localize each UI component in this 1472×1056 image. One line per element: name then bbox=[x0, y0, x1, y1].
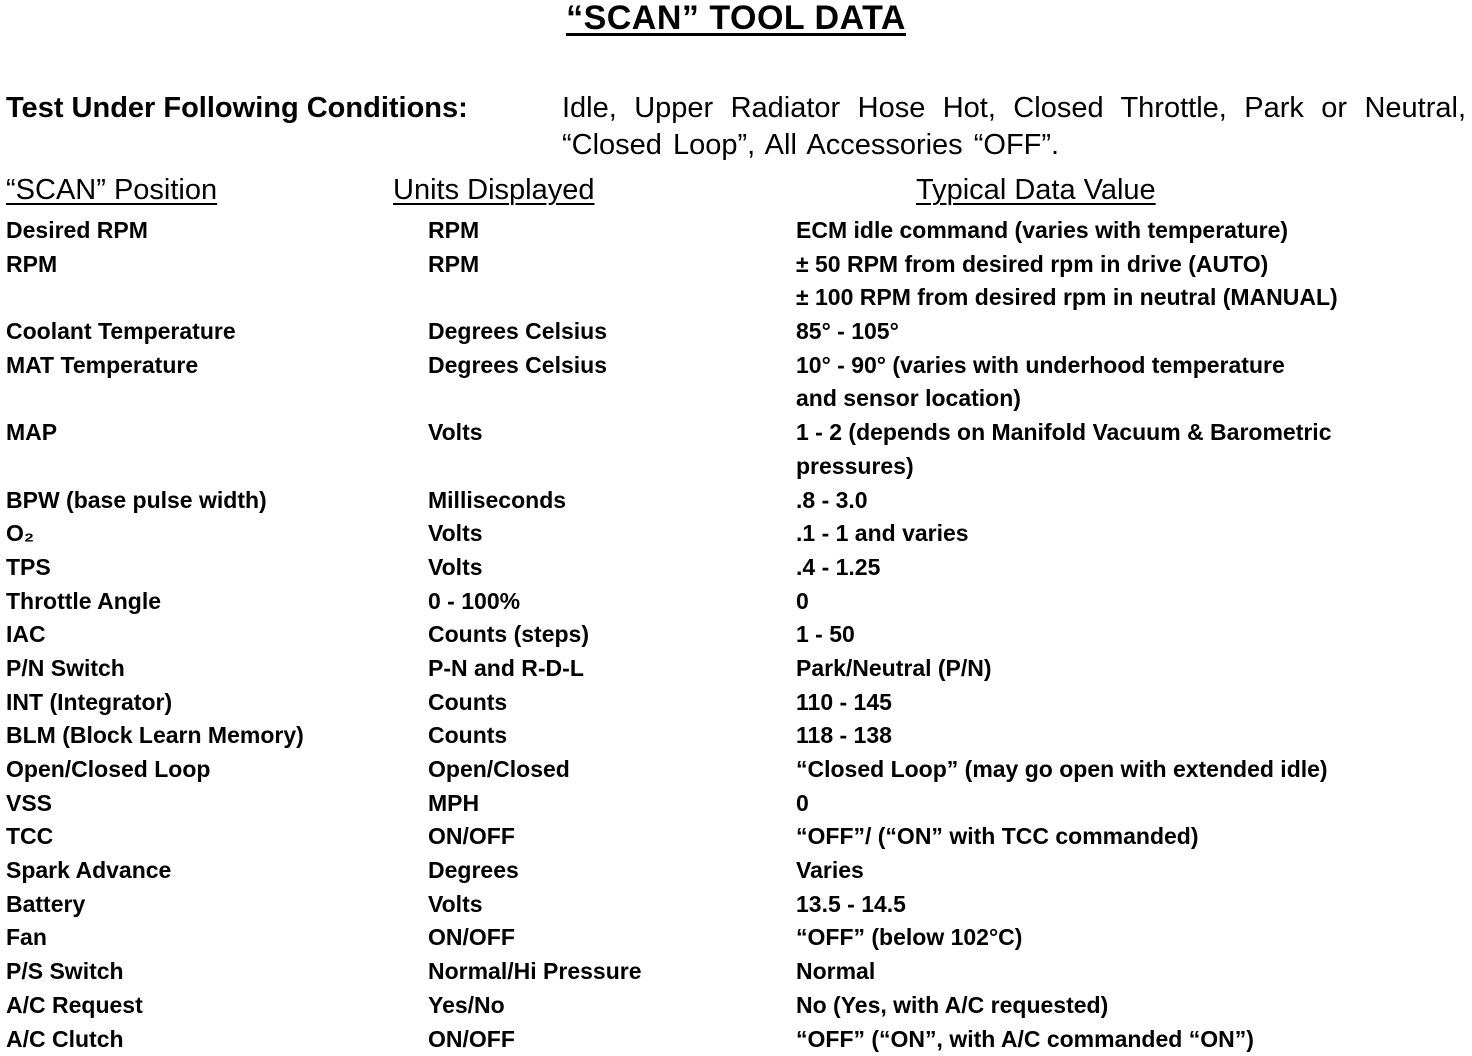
scan-position-cell: TCC bbox=[6, 823, 54, 850]
typical-data-value-cell bbox=[796, 888, 1468, 922]
units-displayed-cell: Counts (steps) bbox=[428, 621, 589, 648]
typical-data-value-line: 10° - 90° (varies with underhood temperature bbox=[796, 351, 1285, 378]
header-scan-position: “SCAN” Position bbox=[6, 174, 218, 206]
table-row bbox=[0, 484, 1472, 518]
typical-data-value-line: pressures) bbox=[796, 452, 914, 479]
typical-data-value-line: 118 - 138 bbox=[796, 722, 892, 749]
table-row bbox=[0, 517, 1472, 551]
typical-data-value-cell bbox=[796, 989, 1468, 1023]
table-row bbox=[0, 854, 1472, 888]
units-displayed-cell: 0 - 100% bbox=[428, 587, 521, 614]
test-conditions-label: Test Under Following Conditions: bbox=[6, 92, 468, 124]
typical-data-value-line: Varies bbox=[796, 857, 864, 884]
typical-data-value-cell bbox=[796, 349, 1468, 416]
typical-data-value-line: 85° - 105° bbox=[796, 318, 899, 345]
scan-position-cell: Fan bbox=[6, 924, 47, 951]
typical-data-value-cell bbox=[796, 248, 1468, 315]
header-units-displayed: Units Displayed bbox=[393, 174, 595, 206]
typical-data-value-line: ± 50 RPM from desired rpm in drive (AUTO) bbox=[796, 250, 1269, 277]
typical-data-value-line: 13.5 - 14.5 bbox=[796, 890, 906, 917]
typical-data-value-line: “Closed Loop” (may go open with extended idle) bbox=[796, 756, 1328, 783]
typical-data-value-line: .1 - 1 and varies bbox=[796, 520, 969, 547]
units-displayed-cell: ON/OFF bbox=[428, 1025, 515, 1052]
typical-data-value-cell bbox=[796, 820, 1468, 854]
scan-position-cell: A/C Clutch bbox=[6, 1025, 124, 1052]
typical-data-value-cell bbox=[796, 753, 1468, 787]
table-row bbox=[0, 551, 1472, 585]
table-row bbox=[0, 248, 1472, 315]
units-displayed-cell: Open/Closed bbox=[428, 756, 570, 783]
scan-position-cell: IAC bbox=[6, 621, 46, 648]
typical-data-value-line: Park/Neutral (P/N) bbox=[796, 654, 992, 681]
units-displayed-cell: Yes/No bbox=[428, 991, 505, 1018]
table-row bbox=[0, 585, 1472, 619]
scan-position-cell: O₂ bbox=[6, 520, 35, 547]
table-row bbox=[0, 888, 1472, 922]
scan-position-cell: INT (Integrator) bbox=[6, 688, 173, 715]
typical-data-value-cell bbox=[796, 652, 1468, 686]
typical-data-value-cell bbox=[796, 618, 1468, 652]
table-row bbox=[0, 315, 1472, 349]
table-row bbox=[0, 719, 1472, 753]
scan-position-cell: P/S Switch bbox=[6, 958, 124, 985]
units-displayed-cell: RPM bbox=[428, 250, 480, 277]
scan-position-cell: RPM bbox=[6, 250, 58, 277]
scan-position-cell: BPW (base pulse width) bbox=[6, 486, 267, 513]
scan-position-cell: Throttle Angle bbox=[6, 587, 162, 614]
typical-data-value-cell bbox=[796, 719, 1468, 753]
page-title-text: “SCAN” TOOL DATA bbox=[566, 0, 906, 37]
scan-position-cell: Spark Advance bbox=[6, 857, 172, 884]
scan-position-cell: Battery bbox=[6, 890, 86, 917]
typical-data-value-line: .4 - 1.25 bbox=[796, 553, 881, 580]
scan-position-cell: MAP bbox=[6, 419, 58, 446]
typical-data-value-line: “OFF”/ (“ON” with TCC commanded) bbox=[796, 823, 1199, 850]
table-row bbox=[0, 820, 1472, 854]
typical-data-value-line: Normal bbox=[796, 958, 876, 985]
typical-data-value-line: 110 - 145 bbox=[796, 688, 892, 715]
scan-position-cell: TPS bbox=[6, 553, 51, 580]
scan-data-table bbox=[0, 214, 1472, 1056]
scan-position-cell: P/N Switch bbox=[6, 654, 125, 681]
units-displayed-cell: Degrees Celsius bbox=[428, 318, 607, 345]
units-displayed-cell: Counts bbox=[428, 722, 508, 749]
typical-data-value-line: 0 bbox=[796, 789, 809, 816]
units-displayed-cell: ON/OFF bbox=[428, 823, 515, 850]
typical-data-value-line: .8 - 3.0 bbox=[796, 486, 868, 513]
typical-data-value-cell bbox=[796, 854, 1468, 888]
typical-data-value-line: “OFF” (below 102°C) bbox=[796, 924, 1023, 951]
typical-data-value-cell bbox=[796, 214, 1468, 248]
units-displayed-cell: Milliseconds bbox=[428, 486, 567, 513]
typical-data-value-cell bbox=[796, 585, 1468, 619]
table-row bbox=[0, 416, 1472, 483]
scan-position-cell: MAT Temperature bbox=[6, 351, 199, 378]
scan-position-cell: A/C Request bbox=[6, 991, 143, 1018]
typical-data-value-cell bbox=[796, 551, 1468, 585]
units-displayed-cell: Volts bbox=[428, 890, 483, 917]
units-displayed-cell: Degrees bbox=[428, 857, 519, 884]
units-displayed-cell: Normal/Hi Pressure bbox=[428, 958, 642, 985]
scan-position-cell: Open/Closed Loop bbox=[6, 756, 211, 783]
table-row bbox=[0, 652, 1472, 686]
units-displayed-cell: Volts bbox=[428, 520, 483, 547]
typical-data-value-cell bbox=[796, 686, 1468, 720]
typical-data-value-line: and sensor location) bbox=[796, 385, 1021, 412]
units-displayed-cell: MPH bbox=[428, 789, 480, 816]
typical-data-value-line: “OFF” (“ON”, with A/C commanded “ON”) bbox=[796, 1025, 1254, 1052]
typical-data-value-line: ± 100 RPM from desired rpm in neutral (MANUAL) bbox=[796, 284, 1338, 311]
scan-position-cell: Desired RPM bbox=[6, 217, 148, 243]
header-typical-data-value: Typical Data Value bbox=[916, 174, 1156, 206]
units-displayed-cell: Volts bbox=[428, 419, 483, 446]
typical-data-value-cell bbox=[796, 484, 1468, 518]
units-displayed-cell: Volts bbox=[428, 553, 483, 580]
typical-data-value-line: No (Yes, with A/C requested) bbox=[796, 991, 1109, 1018]
typical-data-value-line: 1 - 2 (depends on Manifold Vacuum & Barometric bbox=[796, 419, 1332, 446]
typical-data-value-cell bbox=[796, 1023, 1468, 1056]
typical-data-value-cell bbox=[796, 315, 1468, 349]
typical-data-value-cell bbox=[796, 517, 1468, 551]
table-row bbox=[0, 753, 1472, 787]
typical-data-value-cell bbox=[796, 921, 1468, 955]
scan-position-cell: Coolant Temperature bbox=[6, 318, 236, 345]
table-row bbox=[0, 1023, 1472, 1056]
test-conditions-text: Idle, Upper Radiator Hose Hot, Closed Throttle, Park or Neutral, “Closed Loop”, All Accessories “OFF”. bbox=[562, 92, 1466, 161]
table-row bbox=[0, 686, 1472, 720]
table-row bbox=[0, 787, 1472, 821]
table-row bbox=[0, 921, 1472, 955]
units-displayed-cell: Counts bbox=[428, 688, 508, 715]
table-row bbox=[0, 349, 1472, 416]
typical-data-value-line: 0 bbox=[796, 587, 809, 614]
table-row bbox=[0, 989, 1472, 1023]
page-title bbox=[0, 0, 1472, 38]
table-row bbox=[0, 955, 1472, 989]
typical-data-value-cell bbox=[796, 416, 1468, 483]
typical-data-value-cell bbox=[796, 955, 1468, 989]
units-displayed-cell: ON/OFF bbox=[428, 924, 515, 951]
units-displayed-cell: P-N and R-D-L bbox=[428, 654, 584, 681]
scan-position-cell: BLM (Block Learn Memory) bbox=[6, 722, 304, 749]
typical-data-value-cell bbox=[796, 787, 1468, 821]
table-row bbox=[0, 214, 1472, 248]
units-displayed-cell: RPM bbox=[428, 217, 480, 243]
typical-data-value-line: ECM idle command (varies with temperature) bbox=[796, 217, 1289, 243]
table-row bbox=[0, 618, 1472, 652]
units-displayed-cell: Degrees Celsius bbox=[428, 351, 607, 378]
scan-position-cell: VSS bbox=[6, 789, 53, 816]
typical-data-value-line: 1 - 50 bbox=[796, 621, 855, 648]
